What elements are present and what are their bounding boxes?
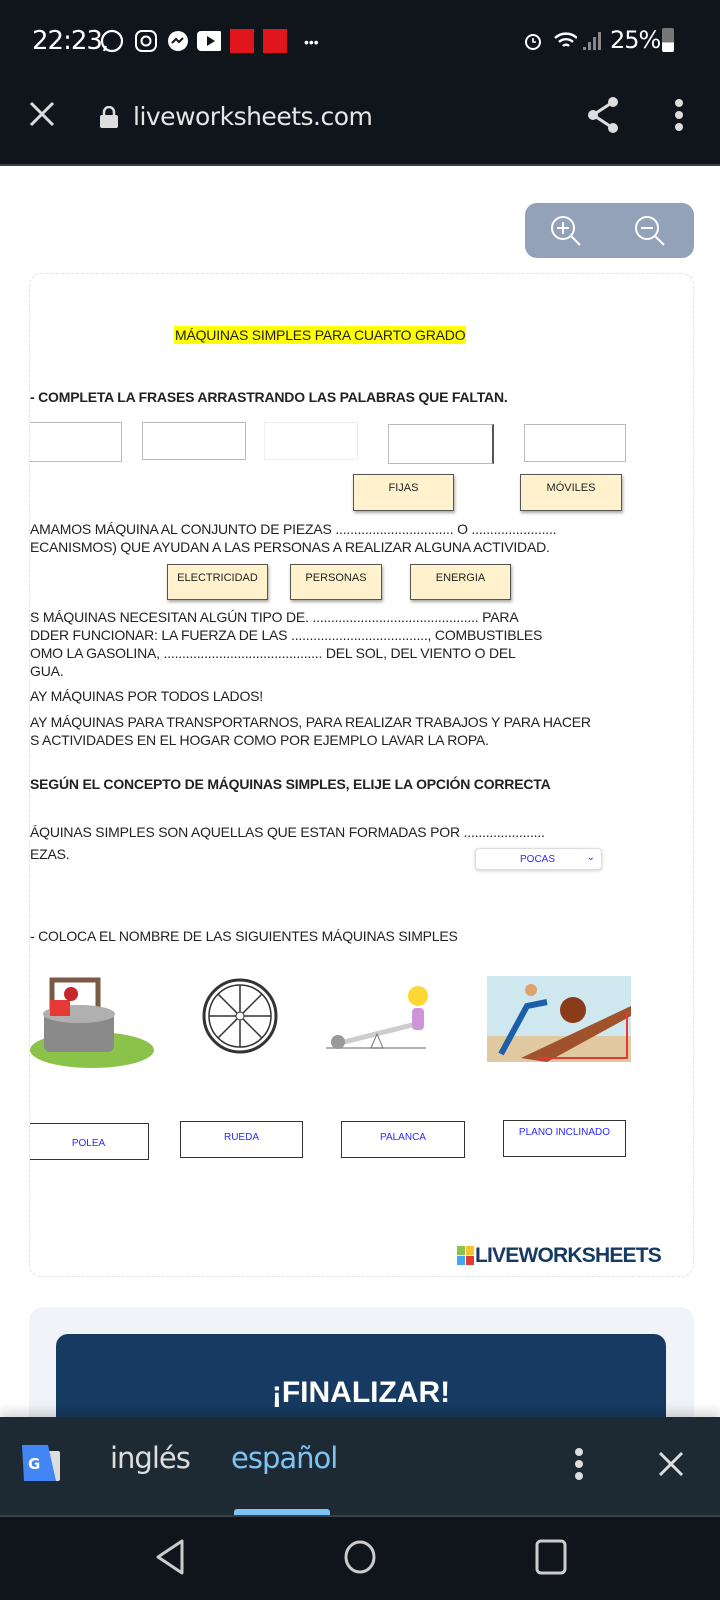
inclined-plane-image: [487, 976, 631, 1062]
sentence-line: S ACTIVIDADES EN EL HOGAR COMO POR EJEMPLO LAVAR LA ROPA.: [30, 732, 489, 748]
question-line: ÁQUINAS SIMPLES SON AQUELLAS QUE ESTAN FORMADAS POR ......................: [30, 824, 545, 840]
share-icon[interactable]: [586, 96, 620, 139]
sentence-line: OMO LA GASOLINA, ........................................... DEL SOL, DEL VIENTO O DEL: [30, 645, 516, 661]
whatsapp-icon: [100, 29, 124, 53]
finish-button[interactable]: ¡FINALIZAR!: [56, 1334, 666, 1454]
question-line: EZAS.: [30, 846, 70, 862]
instagram-icon: [134, 29, 158, 53]
answer-box-rueda[interactable]: [180, 1121, 303, 1158]
section1-heading: - COMPLETA LA FRASES ARRASTRANDO LAS PALABRAS QUE FALTAN.: [30, 389, 508, 405]
messenger-icon: [166, 29, 190, 53]
navigation-bar: [0, 1515, 720, 1600]
app-red-icon: [263, 29, 287, 53]
answer-text: POLEA: [71, 1138, 106, 1149]
status-bar: [0, 0, 720, 82]
answer-text: PALANCA: [380, 1132, 426, 1143]
answer-box-polea[interactable]: [29, 1123, 149, 1160]
answer-box-plano-inclinado[interactable]: [503, 1120, 626, 1157]
word-chip-moviles[interactable]: MÓVILES: [520, 474, 622, 511]
more-vert-icon[interactable]: [674, 98, 684, 137]
sentence-line: GUA.: [30, 663, 64, 679]
sentence-line: AY MÁQUINAS PARA TRANSPORTARNOS, PARA REALIZAR TRABAJOS Y PARA HACER: [30, 714, 591, 730]
clock: 22:23: [32, 26, 102, 56]
section2-heading: SEGÚN EL CONCEPTO DE MÁQUINAS SIMPLES, ELIJE LA OPCIÓN CORRECTA: [30, 776, 551, 792]
youtube-icon: [197, 29, 221, 53]
word-chip-personas[interactable]: PERSONAS: [290, 564, 382, 600]
more-icon: •••: [304, 34, 319, 50]
sentence-line: AY MÁQUINAS POR TODOS LADOS!: [30, 688, 263, 704]
lock-icon: [100, 106, 118, 133]
language-tab-espanol[interactable]: español: [231, 1441, 338, 1475]
zoom-out-icon[interactable]: [633, 214, 667, 253]
translate-bar: [0, 1417, 720, 1515]
word-chip-fijas[interactable]: FIJAS: [353, 474, 454, 511]
zoom-in-icon[interactable]: [549, 214, 583, 253]
drop-target[interactable]: [524, 424, 626, 462]
seesaw-lever-image: [326, 984, 448, 1056]
answer-select[interactable]: [475, 848, 602, 870]
browser-toolbar: [0, 82, 720, 166]
google-translate-icon: [22, 1443, 62, 1490]
svg-text:G: G: [28, 1455, 41, 1473]
word-chip-electricidad[interactable]: ELECTRICIDAD: [167, 564, 268, 600]
close-icon[interactable]: [28, 100, 56, 133]
answer-text: PLANO INCLINADO: [518, 1127, 611, 1138]
section3-heading: - COLOCA EL NOMBRE DE LAS SIGUIENTES MÁQUINAS SIMPLES: [30, 928, 458, 944]
app-red-icon: [230, 29, 254, 53]
well-pulley-image: [30, 970, 158, 1070]
wifi-icon: [553, 29, 577, 53]
language-tab-ingles[interactable]: inglés: [110, 1441, 190, 1475]
logo-text: LIVEWORKSHEETS: [475, 1244, 661, 1267]
more-vert-icon[interactable]: [574, 1447, 584, 1486]
logo-mark-icon: [457, 1246, 475, 1266]
battery-icon: [662, 28, 674, 52]
battery-percent: 25%: [610, 26, 661, 54]
signal-icon: [580, 29, 604, 53]
liveworksheets-logo: [457, 1244, 661, 1268]
worksheet-title: MÁQUINAS SIMPLES PARA CUARTO GRADO: [175, 327, 466, 343]
answer-text: RUEDA: [223, 1132, 259, 1143]
drop-target[interactable]: [388, 424, 494, 464]
answer-box-palanca[interactable]: [341, 1121, 465, 1158]
select-value: POCAS: [520, 854, 556, 865]
back-icon[interactable]: [154, 1537, 186, 1582]
drop-target[interactable]: [29, 422, 122, 462]
word-chip-energia[interactable]: ENERGIA: [410, 564, 511, 600]
close-icon[interactable]: [658, 1451, 684, 1482]
sentence-line: DDER FUNCIONAR: LA FUERZA DE LAS ....................................., COMBUSTIBLES: [30, 627, 543, 643]
recents-icon[interactable]: [535, 1539, 567, 1580]
url-text[interactable]: liveworksheets.com: [133, 102, 373, 131]
alarm-icon: [521, 29, 545, 53]
home-icon[interactable]: [343, 1539, 377, 1580]
wheel-image: [198, 976, 282, 1056]
sentence-line: AMAMOS MÁQUINA AL CONJUNTO DE PIEZAS ................................ O .......................: [30, 521, 557, 537]
drop-target[interactable]: [264, 422, 358, 460]
sentence-line: S MÁQUINAS NECESITAN ALGÚN TIPO DE. ............................................. PARA: [30, 609, 519, 625]
zoom-controls: [525, 203, 694, 258]
drop-target[interactable]: [142, 422, 246, 460]
sentence-line: ECANISMOS) QUE AYUDAN A LAS PERSONAS A REALIZAR ALGUNA ACTIVIDAD.: [30, 539, 550, 555]
chevron-down-icon: ⌄: [586, 852, 595, 863]
worksheet: [29, 273, 694, 1277]
